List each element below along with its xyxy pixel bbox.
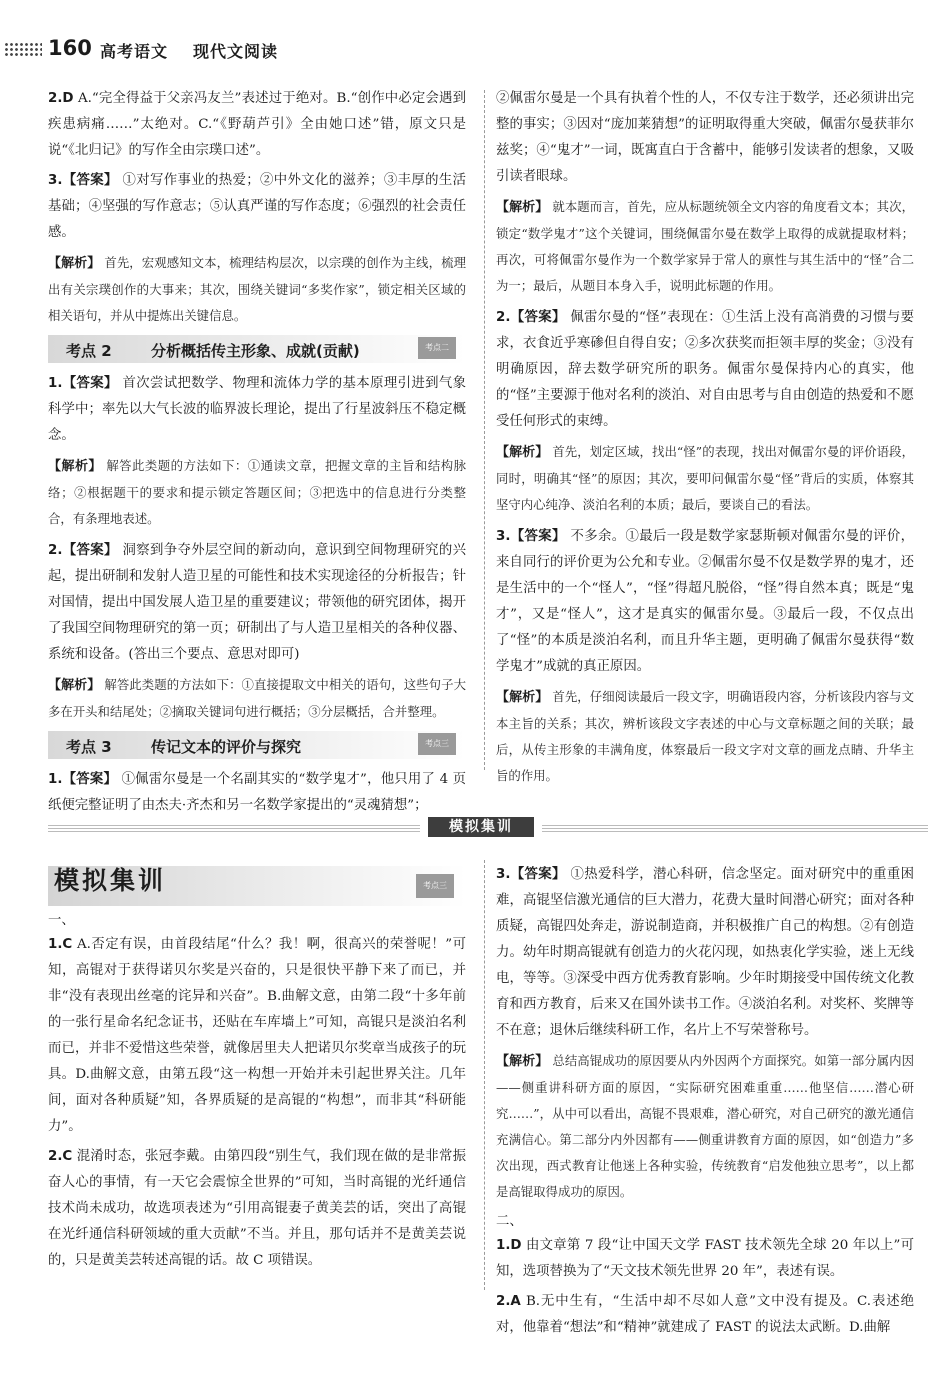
answer-item: 2.【答案】 洞察到争夺外层空间的新动向，意识到空间物理研究的兴起，提出研制和发射人造卫星的可能性和技术实现途径的分析报告；针对国情，提出中国发展人造卫星的重要建议；带领他的研究团体，揭开了我国空间物理研究的第一页；研制出了与人造卫星相关的各种仪器、系统和设备。(答出三个要点、意思对即可) bbox=[48, 543, 467, 662]
answer-item: 3.【答案】 ①热爱科学，潜心科研，信念坚定。面对研究中的重重困难，高锟坚信激光通信的巨大潜力，花费大量时间潜心研究；面对各种质疑，高锟四处奔走，游说制造商，并积极推广自己的构想。②有创造力。幼年时期高锟就有创造力的火花闪现，如热衷化学实验，迷上无线电，等等。③深受中西方优秀教育影响。少年时期接受中国传统文化教育和西方教育，后来又在国外读书工作。④淡泊名利。对奖杯、奖牌等不在意；退休后继续科研工作，名片上不写荣誉称号。 bbox=[496, 867, 915, 1038]
banner-rule-left bbox=[48, 823, 420, 832]
analysis-item: 【解析】 首先，宏观感知文本，梳理结构层次，以宗璞的创作为主线，梳理出有关宗璞创作的大事来；其次，围绕关键词“多奖作家”，锁定相关区域的相关语句，并从中提炼出关键信息。 bbox=[48, 255, 466, 323]
answer-item: 2.【答案】 佩雷尔曼的“怪”表现在：①生活上没有高消费的习惯与要求，衣食近乎寒碜但自得自安；②多次获奖而拒领丰厚的奖金；③没有明确原因，辞去数学研究所的职务。佩雷尔曼保持内心的真实，他的“怪”主要源于他对名利的淡泊、对自由思考与自由创造的热爱和不愿受任何形式的束缚。 bbox=[496, 310, 914, 429]
analysis-item: 【解析】 首先，划定区域，找出“怪”的表现，找出对佩雷尔曼的评价语段，同时，明确其“怪”的原因；其次，要叩问佩雷尔曼“怪”背后的实质，体察其坚守内心纯净、淡泊名利的本质；最后，要谈自己的看法。 bbox=[496, 444, 914, 512]
section-title: 现代文阅读 bbox=[193, 42, 279, 61]
analysis-item: 【解析】 首先，仔细阅读最后一段文字，明确语段内容，分析该段内容与文本主旨的关系；其次，辨析该段文字表述的中心与文章标题之间的关联；最后，从传主形象的丰满角度，体察最后一段文字对文章的画龙点睛、升华主旨的作用。 bbox=[496, 689, 914, 783]
answer-item: 3.【答案】 ①对写作事业的热爱；②中外文化的滋养；③丰厚的生活基础；④坚强的写作意志；⑤认真严谨的写作态度；⑥强烈的社会责任感。 bbox=[48, 173, 467, 240]
answer-item: 1.D 由文章第 7 段“让中国天文学 FAST 技术领先全球 20 年以上”可知，选项替换为了“天文技术领先世界 20 年”，表述有误。 bbox=[496, 1238, 914, 1279]
book-title: 高考语文 bbox=[100, 42, 169, 61]
page-number: 160 bbox=[48, 36, 92, 60]
answer-item: 2.D A.“完全得益于父亲冯友兰”表述过于绝对。B.“创作中必定会遇到疾患病痛……”太绝对。C.“《野葫芦引》全由她口述”错，原文只是说“《北归记》的写作全由宗璞口述”。 bbox=[48, 91, 466, 158]
answer-item: 1.【答案】 首次尝试把数学、物理和流体力学的基本原理引进到气象科学中；率先以大气长波的临界波长理论，提出了行星波斜压不稳定概念。 bbox=[48, 376, 467, 443]
column-divider bbox=[484, 860, 485, 1290]
practice-title: 模拟集训 考点三 bbox=[48, 866, 466, 906]
banner-label: 模拟集训 bbox=[428, 817, 534, 837]
analysis-item: 【解析】 就本题而言，首先，应从标题统领全文内容的角度看文本；其次，锁定“数学鬼才”这个关键词，围绕佩雷尔曼在数学上取得的成就提取材料；再次，可将佩雷尔曼作为一个数学家异于常人的禀性与其生活中的“怪”合二为一；最后，从题目本身入手，说明此标题的作用。 bbox=[496, 199, 914, 293]
page-header bbox=[0, 34, 950, 74]
bottom-right-column bbox=[496, 862, 914, 1345]
top-right-column bbox=[496, 86, 914, 795]
dot-grid-icon bbox=[4, 42, 42, 58]
bottom-left-column bbox=[48, 858, 466, 1278]
kaodian-3-heading: 考点 3 传记文本的评价与探究 考点三 bbox=[48, 731, 466, 759]
section-number: 一、 bbox=[48, 913, 75, 928]
answer-item: 3.【答案】 不多余。①最后一段是数学家瑟斯顿对佩雷尔曼的评价，来自同行的评价更为公允和专业。②佩雷尔曼不仅是数学界的鬼才，还是生活中的一个“怪人”，“怪”得超凡脱俗，“怪”得自然本真；既是“鬼才”，又是“怪人”，这才是真实的佩雷尔曼。③最后一段，不仅点出了“怪”的本质是淡泊名利，而且升华主题，更明确了佩雷尔曼获得“数学鬼才”成就的真正原因。 bbox=[496, 529, 915, 674]
analysis-item: 【解析】 总结高锟成功的原因要从内外因两个方面探究。如第一部分属内因——侧重讲科研方面的原因，“实际研究困难重重……他坚信……潜心研究……”，从中可以看出，高锟不畏艰难，潜心研究，对自己研究的激光通信充满信心。第二部分内外因都有——侧重讲教育方面的原因，如“创造力”多次出现，西式教育让他迷上各种实验，传统教育“启发他独立思考”，以上都是高锟取得成功的原因。 bbox=[496, 1053, 914, 1199]
answer-item: 1.C A.否定有误，由首段结尾“什么？我！啊，很高兴的荣誉呢！”可知，高锟对于获得诺贝尔奖是兴奋的，只是很快平静下来了而已，并非“没有表现出丝毫的诧异和兴奋”。B.曲解文意，由第二段“十多年前的一张行星命名纪念证书，还贴在车库墙上”可知，高锟只是淡泊名利而已，并非不爱惜这些荣誉，就像居里夫人把诺贝尔奖章当成孩子的玩具。D.曲解文意，由第五段“这一构想一开始并未引起世界关注。几年间，面对各种质疑”知，各界质疑的是高锟的“构想”，而非其“科研能力”。 bbox=[48, 937, 466, 1134]
banner-rule-right bbox=[542, 823, 928, 832]
kaodian-2-heading: 考点 2 分析概括传主形象、成就(贡献) 考点二 bbox=[48, 335, 466, 363]
top-left-column bbox=[48, 86, 466, 823]
answer-item: 2.A B.无中生有，“生活中却不尽如人意”文中没有提及。C.表述绝对，他靠着“想法”和“精神”就建成了 FAST 的说法太武断。D.曲解 bbox=[496, 1294, 915, 1335]
section-banner bbox=[48, 814, 928, 842]
section-number: 二、 bbox=[496, 1214, 523, 1229]
answer-item: 1.【答案】 ①佩雷尔曼是一个名副其实的“数学鬼才”，他只用了 4 页纸便完整证明了由杰夫·齐杰和另一名数学家提出的“灵魂猜想”； bbox=[48, 772, 466, 813]
kaodian-badge: 考点三 bbox=[416, 874, 454, 898]
kaodian-badge: 考点三 bbox=[418, 733, 456, 755]
analysis-item: 【解析】 解答此类题的方法如下：①直接提取文中相关的语句，这些句子大多在开头和结尾处；②摘取关键词句进行概括；③分层概括，合并整理。 bbox=[48, 677, 466, 719]
analysis-item: 【解析】 解答此类题的方法如下：①通读文章，把握文章的主旨和结构脉络；②根据题干的要求和提示锁定答题区间；③把选中的信息进行分类整合，有条理地表述。 bbox=[48, 458, 466, 526]
kaodian-badge: 考点二 bbox=[418, 337, 456, 359]
answer-item: 2.C 混淆时态，张冠李戴。由第四段“别生气，我们现在做的是非常振奋人心的事情，有一天它会震惊全世界的”可知，当时高锟的光纤通信技术尚未成功，故选项表述为“引用高锟妻子黄美芸的话，突出了高锟在光纤通信科研领域的重大贡献”不当。并且，那句话并不是黄美芸说的，只是黄美芸转述高锟的话。故 C 项错误。 bbox=[48, 1149, 466, 1268]
column-divider bbox=[484, 90, 485, 770]
answer-item: ②佩雷尔曼是一个具有执着个性的人，不仅专注于数学，还必须讲出完整的事实；③因对“庞加莱猜想”的证明取得重大突破，佩雷尔曼获菲尔兹奖；④“鬼才”一词，既寓直白于含蓄中，能够引发读者的想象，又吸引读者眼球。 bbox=[496, 91, 914, 184]
